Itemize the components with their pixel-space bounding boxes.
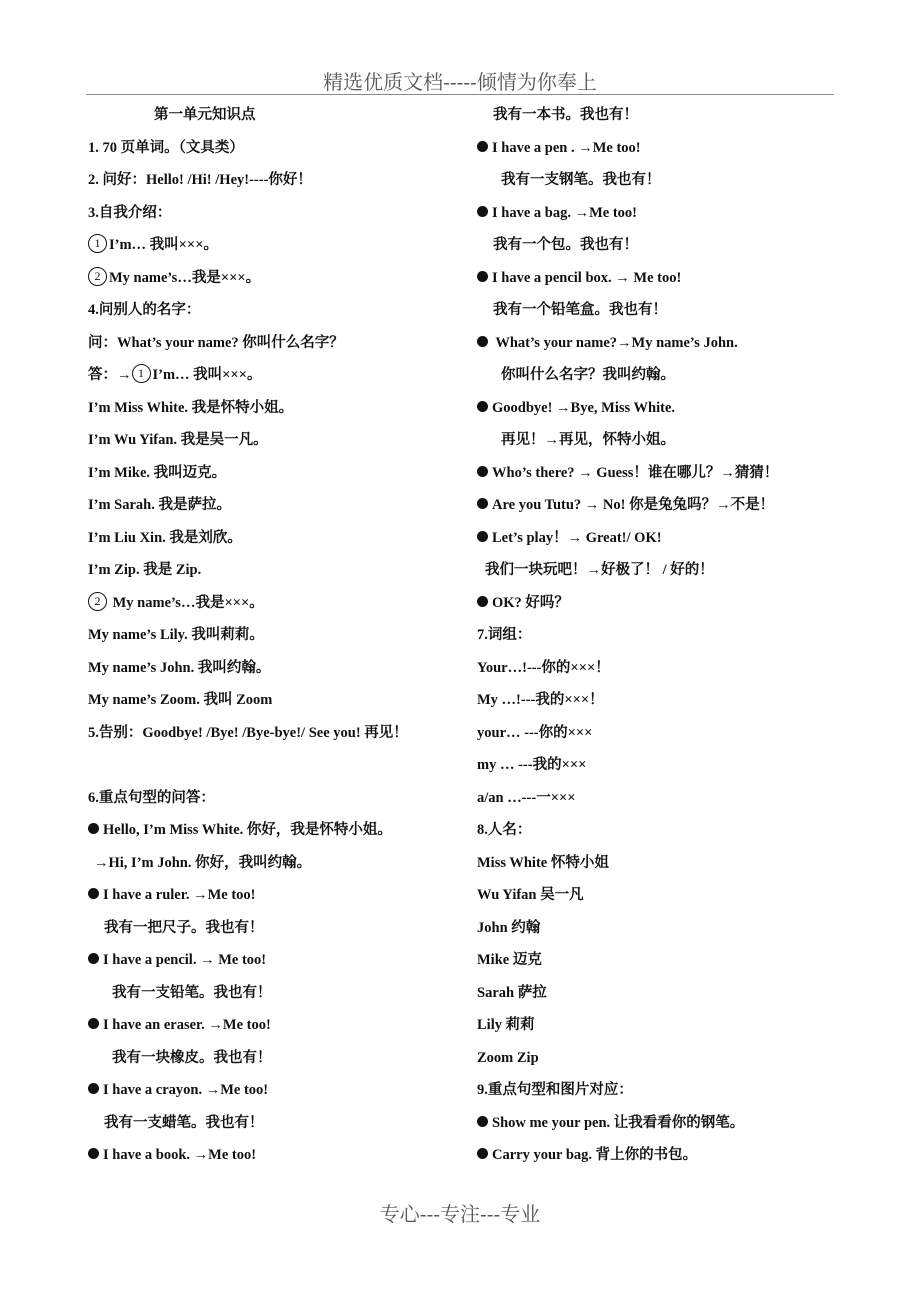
text-line <box>477 1079 837 1112</box>
text-line <box>88 299 468 332</box>
text-line <box>477 592 837 625</box>
circled-number-icon: 1 <box>132 364 151 383</box>
text-line <box>477 429 837 462</box>
text-line <box>88 169 468 202</box>
line-text: 再见！→再见，怀特小姐。 <box>501 432 675 448</box>
text-line <box>88 559 468 592</box>
line-text: I have an eraser. →Me too! <box>103 1017 271 1033</box>
line-text: 我有一支蜡笔。我也有！ <box>104 1114 264 1131</box>
bullet-icon <box>477 498 488 509</box>
text-line <box>88 397 468 430</box>
text-line <box>477 852 837 885</box>
line-text: My name’s Zoom. 我叫 Zoom <box>88 692 273 708</box>
line-text: I’m Miss White. 我是怀特小姐。 <box>88 399 294 416</box>
bullet-icon <box>477 401 488 412</box>
page-footer: 专心---专注---专业 <box>379 1202 541 1226</box>
line-text: 8.人名： <box>477 822 532 838</box>
text-line <box>477 137 837 170</box>
line-text: John 约翰 <box>477 919 541 936</box>
line-text: Your…!---你的×××！ <box>477 659 610 676</box>
text-line <box>477 1047 837 1080</box>
text-line <box>88 429 468 462</box>
line-text: My name’s John. 我叫约翰。 <box>88 659 271 676</box>
line-text: 我有一块橡皮。我也有！ <box>112 1049 272 1066</box>
text-line <box>477 819 837 852</box>
text-line <box>477 982 837 1015</box>
line-text: 5.告别：Goodbye! /Bye! /Bye-bye!/ See you! 再见！ <box>88 724 408 741</box>
text-line <box>88 949 468 982</box>
line-text: Sarah 萨拉 <box>477 984 547 1001</box>
header-rule <box>86 94 834 95</box>
line-text: I’m… 我叫×××。 <box>109 237 218 253</box>
line-text: 我有一把尺子。我也有！ <box>104 919 264 936</box>
text-line <box>477 234 837 267</box>
line-text: My name’s…我是×××。 <box>109 269 261 286</box>
text-line <box>477 397 837 430</box>
line-text: a/an …---一××× <box>477 789 576 806</box>
text-line <box>477 364 837 397</box>
text-line <box>477 299 837 332</box>
line-text: Carry your bag. 背上你的书包。 <box>492 1147 698 1163</box>
line-text: Mike 迈克 <box>477 952 542 968</box>
circled-number-icon: 1 <box>88 234 107 253</box>
text-line <box>88 884 468 917</box>
text-line <box>477 202 837 235</box>
line-text: Zoom Zip <box>477 1049 539 1066</box>
line-text: 我有一支钢笔。我也有！ <box>501 172 661 188</box>
text-line <box>88 494 468 527</box>
line-text: I’m… 我叫×××。 <box>152 367 262 383</box>
line-text: I’m Sarah. 我是萨拉。 <box>88 497 231 513</box>
text-line <box>88 917 468 950</box>
bullet-icon <box>88 1148 99 1159</box>
bullet-icon <box>88 1083 99 1094</box>
line-text: 6.重点句型的问答： <box>88 789 215 806</box>
text-line <box>88 787 468 820</box>
text-line <box>477 169 837 202</box>
bullet-icon <box>477 1116 488 1127</box>
line-text: Who’s there? → Guess！谁在哪儿？→猜猜！ <box>492 464 779 481</box>
text-line <box>88 1047 468 1080</box>
bullet-icon <box>477 1148 488 1159</box>
text-line <box>477 494 837 527</box>
bullet-icon <box>88 823 99 834</box>
line-text: Show me your pen. 让我看看你的钢笔。 <box>492 1114 745 1131</box>
line-text: 2. 问好：Hello! /Hi! /Hey!----你好！ <box>88 172 312 188</box>
text-line <box>88 104 468 137</box>
text-line <box>88 689 468 722</box>
text-line <box>477 1112 837 1145</box>
text-line <box>88 267 468 300</box>
bullet-icon <box>477 596 488 607</box>
line-text: I have a book. →Me too! <box>103 1147 257 1163</box>
text-line <box>477 527 837 560</box>
text-line <box>477 559 837 592</box>
text-line <box>88 527 468 560</box>
line-text: 9.重点句型和图片对应： <box>477 1082 633 1098</box>
text-line <box>477 689 837 722</box>
line-text: I’m Wu Yifan. 我是吴一凡。 <box>88 432 268 448</box>
text-line <box>88 137 468 170</box>
bullet-icon <box>477 466 488 477</box>
circled-number-icon: 2 <box>88 267 107 286</box>
line-text: 第一单元知识点 <box>154 107 256 123</box>
text-line <box>88 1112 468 1145</box>
line-text: 我有一个铅笔盒。我也有！ <box>493 302 667 318</box>
right-column <box>477 104 837 1177</box>
text-line <box>88 982 468 1015</box>
text-line <box>88 364 468 397</box>
line-text: →Hi, I’m John. 你好，我叫约翰。 <box>94 854 312 871</box>
line-text: 问：What’s your name? 你叫什么名字？ <box>88 334 344 351</box>
line-text: 我有一个包。我也有！ <box>493 237 638 253</box>
line-text: Are you Tutu? → No! 你是兔兔吗？→不是！ <box>492 497 775 513</box>
line-text: my … ---我的××× <box>477 757 587 773</box>
text-line <box>88 852 468 885</box>
line-text: 你叫什么名字？我叫约翰。 <box>501 367 675 383</box>
left-column <box>88 104 468 1177</box>
line-text: I’m Mike. 我叫迈克。 <box>88 464 227 481</box>
text-line <box>477 624 837 657</box>
line-text: OK? 好吗？ <box>492 594 569 611</box>
text-line <box>88 722 468 755</box>
line-text: I’m Zip. 我是 Zip. <box>88 562 202 578</box>
text-line <box>88 657 468 690</box>
text-line <box>88 332 468 365</box>
bullet-icon <box>477 206 488 217</box>
line-text: My name’s…我是×××。 <box>109 594 264 611</box>
line-text: your… ---你的××× <box>477 724 593 741</box>
bullet-icon <box>88 953 99 964</box>
text-line <box>88 819 468 852</box>
text-line <box>477 1014 837 1047</box>
line-text: Wu Yifan 吴一凡 <box>477 887 584 903</box>
bullet-icon <box>477 336 488 347</box>
line-text: I have a pen . →Me too! <box>492 139 641 156</box>
circled-number-icon: 2 <box>88 592 107 611</box>
bullet-icon <box>88 1018 99 1029</box>
line-text: Goodbye! →Bye, Miss White. <box>492 399 675 416</box>
line-text: 4.问别人的名字： <box>88 302 201 318</box>
text-line <box>477 917 837 950</box>
line-text: I have a bag. →Me too! <box>492 204 637 221</box>
line-text: Hello, I’m Miss White. 你好，我是怀特小姐。 <box>103 822 392 838</box>
answer-prefix: 答：→ <box>88 367 132 383</box>
text-line <box>477 884 837 917</box>
text-line <box>88 592 468 625</box>
line-text: 3.自我介绍： <box>88 204 172 221</box>
line-text: I have a crayon. →Me too! <box>103 1082 269 1098</box>
text-line <box>477 754 837 787</box>
text-line <box>88 624 468 657</box>
text-line <box>477 267 837 300</box>
line-text: 1. 70 页单词。（文具类） <box>88 139 244 156</box>
line-text: My …!---我的×××！ <box>477 692 604 708</box>
text-line <box>477 657 837 690</box>
blank-line <box>88 754 468 787</box>
bullet-icon <box>477 271 488 282</box>
line-text: Lily 莉莉 <box>477 1017 535 1033</box>
text-line <box>477 1144 837 1177</box>
line-text: My name’s Lily. 我叫莉莉。 <box>88 627 264 643</box>
line-text: I have a ruler. →Me too! <box>103 887 256 903</box>
line-text: I have a pencil. → Me too! <box>103 952 267 968</box>
line-text: What’s your name?→My name’s John. <box>492 334 738 351</box>
line-text: 我们一块玩吧！→好极了！ / 好的！ <box>485 562 714 578</box>
text-line <box>477 722 837 755</box>
page-header: 精选优质文档-----倾情为你奉上 <box>323 70 597 94</box>
text-line <box>88 234 468 267</box>
text-line <box>88 1144 468 1177</box>
text-line <box>477 949 837 982</box>
text-line <box>88 1014 468 1047</box>
text-line <box>477 332 837 365</box>
line-text: 7.词组： <box>477 627 532 643</box>
text-line <box>88 1079 468 1112</box>
text-line <box>477 104 837 137</box>
bullet-icon <box>477 141 488 152</box>
bullet-icon <box>88 888 99 899</box>
line-text: 我有一支铅笔。我也有！ <box>112 984 272 1001</box>
line-text: I’m Liu Xin. 我是刘欣。 <box>88 529 242 546</box>
line-text: 我有一本书。我也有！ <box>493 107 638 123</box>
text-line <box>477 787 837 820</box>
line-text: Miss White 怀特小姐 <box>477 854 609 871</box>
text-line <box>88 462 468 495</box>
line-text: I have a pencil box. → Me too! <box>492 269 682 286</box>
bullet-icon <box>477 531 488 542</box>
text-line <box>88 202 468 235</box>
line-text: Let’s play！→ Great!/ OK! <box>492 529 662 546</box>
text-line <box>477 462 837 495</box>
